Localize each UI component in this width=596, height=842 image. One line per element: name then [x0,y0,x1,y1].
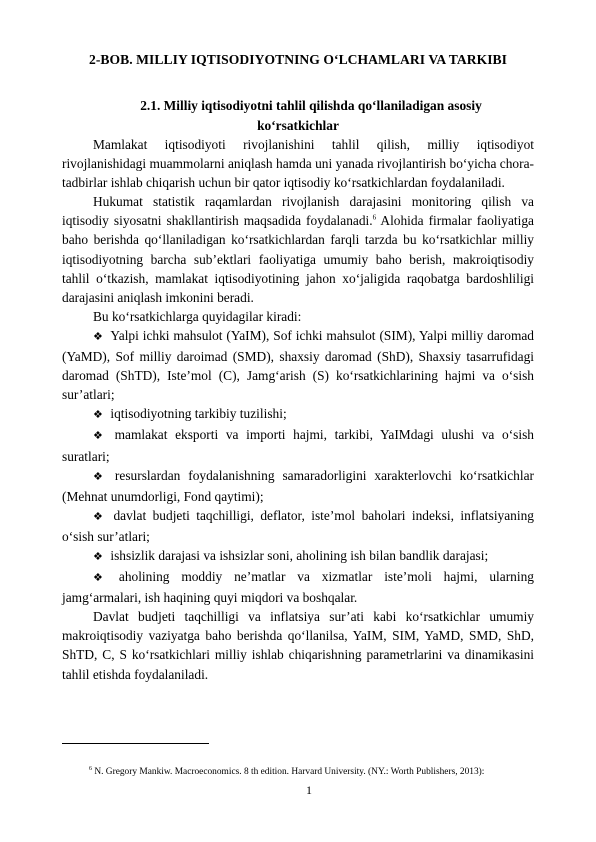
footnote-divider [62,743,209,744]
section-title-line-1: 2.1. Milliy iqtisodiyotni tahlil qilishda qo‘llaniladigan asosiy [140,98,482,113]
body-text [62,135,534,684]
list-item [62,546,534,567]
list-item-text: resurslardan foydalanishning samaradorligini xarakterlovchi ko‘rsatkichlar (Mehnat unumdorligi, Fond qaytimi); [62,467,534,504]
list-item [62,466,534,506]
list-item [62,506,534,546]
chapter-title: 2-BOB. MILLIY IQTISODIYOTNING O‘LCHAMLARI VA TARKIBI [88,52,508,67]
diamond-bullet-icon: ❖ [93,510,103,523]
list-item-text: davlat budjeti taqchilligi, deflator, iste’mol baholari indeksi, inflatsiyaning o‘sish sur’atlari; [62,507,534,544]
footnote [89,766,539,778]
section-title [62,96,534,135]
list-item-text: iqtisodiyotning tarkibiy tuzilishi; [110,406,287,422]
paragraph-2 [62,192,534,307]
paragraph-4: Davlat budjeti taqchilligi va inflatsiya sur’ati kabi ko‘rsatkichlar umumiy makroiqtisodiy vaziyatga baho berishda qo‘llanilsa, YaIM, SIM, YaMD, SMD, ShD, ShTD, C, S ko‘rsatkichlari milliy ishlab chiqarishning parametrlarini va dinamikasini tahlil etishda foydalaniladi. [62,609,534,682]
list-item-text: aholining moddiy ne’matlar va xizmatlar iste’moli hajmi, ularning jamg‘armalari, ish haqining quyi miqdori va boshqalar. [62,569,534,606]
footnote-text: N. Gregory Mankiw. Macroeconomics. 8 th edition. Harvard University. (NY.: Worth Publishers, 2013): [92,767,485,777]
footnote-mark: 6 [89,765,92,772]
list-item [62,404,534,425]
diamond-bullet-icon: ❖ [93,430,103,443]
paragraph-1: Mamlakat iqtisodiyoti rivojlanishini tahlil qilish, milliy iqtisodiyot rivojlanishidagi muammolarni aniqlash hamda uni yanada rivojlantirish bo‘yicha chora-tadbirlar ishlab chiqarish uchun bir qator iqtisodiy ko‘rsatkichlardan foydalaniladi. [62,137,534,191]
diamond-bullet-icon: ❖ [93,330,103,343]
list-item-text: mamlakat eksporti va importi hajmi, tarkibi, YaIMdagi ulushi va o‘sish suratlari; [62,427,534,464]
list-item-text: Yalpi ichki mahsulot (YaIM), Sof ichki mahsulot (SIM), Yalpi milliy daromad (YaMD), Sof milliy daroimad (SMD), shaxsiy daromad (ShD), Shaxsiy tasarrufidagi daromad (ShTD), Iste’mol (C), Jamg‘arish (S) ko‘rsatkichlarining hajmi va o‘sish sur’atlari; [62,327,534,403]
diamond-bullet-icon: ❖ [93,470,103,483]
diamond-bullet-icon: ❖ [93,409,103,422]
list-item [62,567,534,607]
section-title-line-2: ko‘rsatkichlar [257,117,339,133]
diamond-bullet-icon: ❖ [93,550,103,563]
diamond-bullet-icon: ❖ [93,572,103,585]
page-number: 1 [306,783,312,797]
list-item [62,425,534,465]
list-item-text: ishsizlik darajasi va ishsizlar soni, aholining ish bilan bandlik darajasi; [110,547,489,563]
paragraph-2-part-a: Hukumat statistik raqamlardan rivojlanish darajasini monitoring qilish va iqtisodiy siyosatni shakllantirish maqsadida foydalanadi. [62,194,534,229]
paragraph-2-part-b: Alohida firmalar faoliyatiga baho berishda qo‘llaniladigan ko‘rsatkichlardan farqli tarzda bu ko‘rsatkichlar milliy iqtisodiyotning barcha sub’ektlari faoliyatiga umumiy baho berish, makroiqtisodiy tahlil o‘tkazish, mamlakat iqtisodiyotining jahon xo‘jaligida raqobatga bardoshliligi darajasini aniqlash imkonini beradi. [62,213,534,305]
list-item [62,326,534,404]
paragraph-3: Bu ko‘rsatkichlarga quyidagilar kiradi: [93,308,302,324]
footnote-reference: 6 [372,213,377,222]
